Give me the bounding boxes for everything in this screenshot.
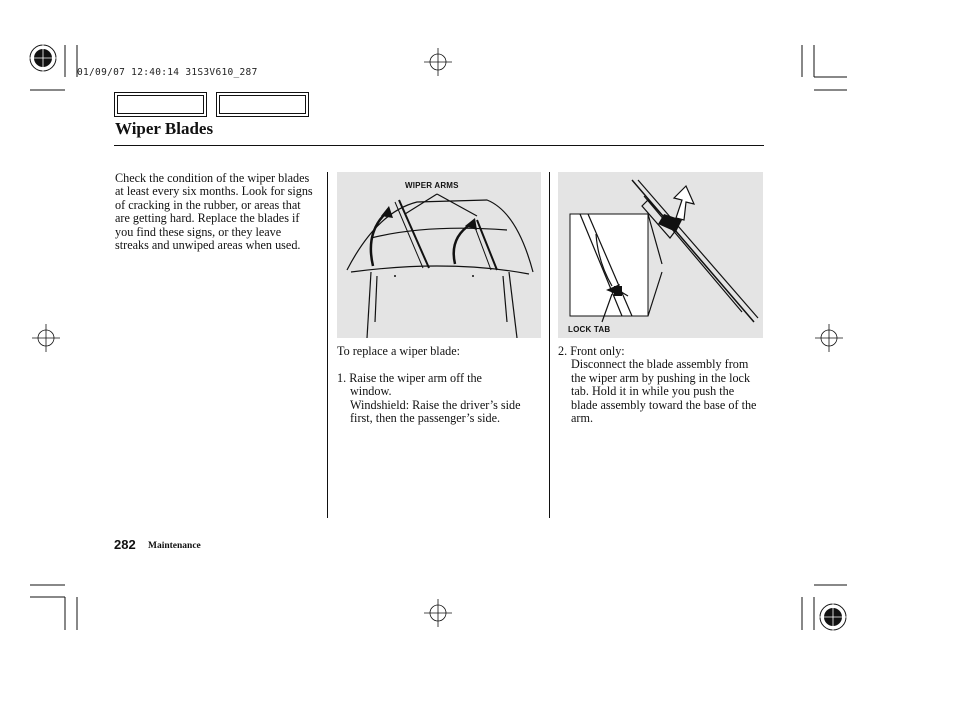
starburst-icon bbox=[29, 44, 57, 72]
step-2-line: 2. Front only: bbox=[558, 344, 625, 358]
column-divider bbox=[549, 172, 550, 518]
step-1 bbox=[337, 372, 543, 426]
crosshair-icon bbox=[424, 48, 452, 76]
step-intro: To replace a wiper blade: bbox=[337, 344, 460, 358]
title-rule bbox=[114, 145, 764, 146]
section-name: Maintenance bbox=[148, 541, 201, 551]
lock-tab-figure bbox=[558, 172, 763, 338]
step-2-detail: Disconnect the blade assembly from the wiper arm by pushing in the lock tab. Hold it in while you push the blade assembly toward the base of the arm. bbox=[571, 357, 757, 426]
crosshair-icon bbox=[424, 599, 452, 627]
column-divider bbox=[327, 172, 328, 518]
header-tab-box-left bbox=[114, 92, 207, 117]
wiper-lock-tab-illustration bbox=[558, 172, 763, 338]
page-number: 282 bbox=[114, 537, 136, 552]
starburst-icon bbox=[819, 603, 847, 631]
crosshair-icon bbox=[32, 324, 60, 352]
header-tab-box-right bbox=[216, 92, 309, 117]
crosshair-icon bbox=[815, 324, 843, 352]
wiper-arms-figure bbox=[337, 172, 541, 338]
step-1-continuation: window. bbox=[350, 384, 392, 399]
intro-paragraph: Check the condition of the wiper blades at least every six months. Look for signs of cracking in the rubber, or areas that are getting hard. Replace the blades if you find these signs, or they leave streaks and unwiped areas when used. bbox=[115, 171, 313, 253]
step-2 bbox=[558, 345, 763, 425]
car-windshield-illustration bbox=[337, 172, 541, 338]
step-1-detail: Windshield: Raise the driver’s side first, then the passenger’s side. bbox=[350, 397, 521, 426]
lock-tab-label: LOCK TAB bbox=[568, 325, 611, 334]
page-title: Wiper Blades bbox=[115, 119, 214, 138]
step-1-line: 1. Raise the wiper arm off the bbox=[337, 371, 482, 385]
print-stamp: 01/09/07 12:40:14 31S3V610_287 bbox=[77, 67, 258, 78]
wiper-arms-label: WIPER ARMS bbox=[405, 181, 459, 190]
